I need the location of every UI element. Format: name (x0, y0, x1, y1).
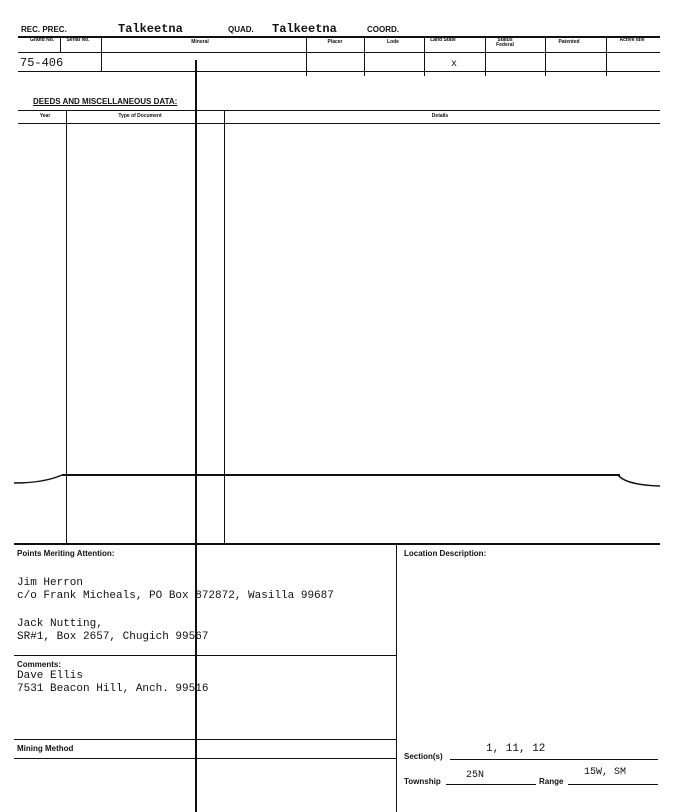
col-divider (545, 37, 546, 76)
township-value: 25N (466, 770, 485, 781)
col-divider (424, 37, 425, 76)
crease-line (195, 60, 197, 812)
col-divider (606, 37, 607, 76)
range-underline (568, 784, 658, 785)
col-divider (60, 37, 61, 52)
points-line-1: Jim Herron (17, 577, 84, 589)
deeds-col-year: Year (39, 113, 51, 119)
township-underline (446, 784, 536, 785)
points-line-4: SR#1, Box 2657, Chugich 99567 (17, 631, 209, 643)
col-divider (306, 37, 307, 76)
lower-divider (396, 544, 397, 812)
mining-rule (14, 758, 396, 759)
land-state-mark: x (451, 59, 458, 70)
location-label: Location Description: (404, 549, 487, 558)
fold-curl-right (616, 470, 660, 488)
township-label: Township (404, 777, 441, 786)
header-rule (18, 36, 660, 38)
section-value: 1, 11, 12 (486, 743, 546, 755)
deeds-rule-bottom (14, 543, 660, 545)
comments-line-2: 7531 Beacon Hill, Anch. 99516 (17, 683, 209, 695)
deeds-divider-year (66, 111, 67, 543)
range-value: 15W, SM (584, 767, 627, 778)
deeds-col-type: Type of Document (118, 113, 162, 119)
rec-prec-value: Talkeetna (118, 22, 183, 36)
column-header-rule (18, 52, 660, 53)
col-mineral: Mineral (191, 39, 209, 45)
points-label: Points Meriting Attention: (17, 549, 115, 558)
col-status-federal: Status Federal (496, 37, 514, 48)
deeds-rule-header (18, 123, 660, 124)
col-placer: Placer (327, 39, 343, 45)
points-line-3: Jack Nutting, (17, 618, 103, 630)
section-label: Section(s) (404, 752, 443, 761)
mining-method-label: Mining Method (17, 744, 74, 753)
col-grand-no: Grand No. (30, 37, 55, 43)
coord-label: COORD. (367, 25, 399, 34)
col-divider (101, 37, 102, 72)
col-serial-no: Serial No. (66, 37, 90, 43)
col-lode: Lode (387, 39, 399, 45)
points-rule (14, 655, 396, 656)
quad-value: Talkeetna (272, 22, 337, 36)
comments-line-1: Dave Ellis (17, 670, 84, 682)
comments-label: Comments: (17, 660, 62, 669)
col-divider (364, 37, 365, 76)
col-patented: Patented (558, 39, 580, 45)
section-underline (450, 759, 658, 760)
fold-curl-left (14, 470, 66, 486)
grand-no-value: 75-406 (20, 56, 64, 70)
record-row-rule (18, 71, 660, 72)
deeds-rule-top (18, 110, 660, 111)
quad-label: QUAD. (228, 25, 254, 34)
points-line-2: c/o Frank Micheals, PO Box 872872, Wasilla 99687 (17, 590, 334, 602)
deeds-title: DEEDS AND MISCELLANEOUS DATA: (33, 97, 178, 106)
deeds-col-details: Details (431, 113, 449, 119)
deeds-divider-details (224, 111, 225, 543)
fold-line (62, 474, 620, 476)
range-label: Range (539, 777, 564, 786)
col-active-idle: Active Idle (619, 37, 645, 43)
rec-prec-label: REC. PREC. (21, 25, 67, 34)
col-land-state: Land State (430, 37, 456, 43)
col-divider (485, 37, 486, 76)
comments-rule (14, 739, 396, 740)
